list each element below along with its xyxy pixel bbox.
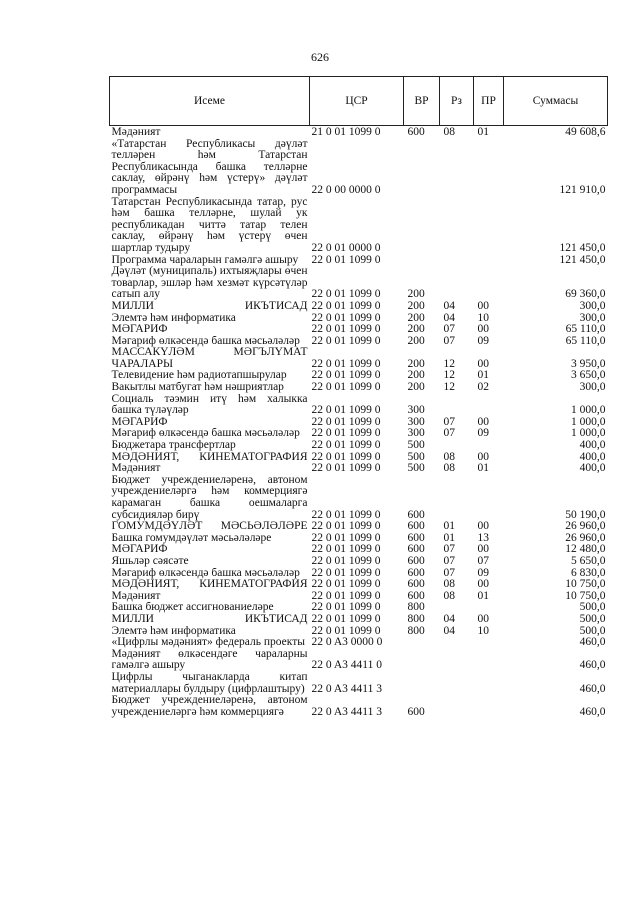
- row-name: Мәгариф өлкәсендә башка мәсьәләләр: [111, 335, 300, 347]
- table-row: [110, 637, 608, 649]
- row-rz: [440, 602, 474, 614]
- row-pr: 09: [477, 567, 489, 579]
- row-sum: 26 960,0: [565, 532, 606, 544]
- row-name: Бюджет учреждениеләренә, автоном учреждениеләргә һәм коммерциягә: [111, 695, 308, 718]
- row-sum: 10 750,0: [565, 579, 606, 591]
- row-csr: 22 0 01 1099 0: [311, 544, 381, 556]
- row-pr: 00: [477, 300, 489, 312]
- row-pr: 02: [477, 382, 489, 394]
- row-sum: 3 650,0: [571, 370, 606, 382]
- row-name: МӘГАРИФ: [111, 416, 168, 428]
- row-vr: 200: [407, 382, 425, 394]
- table-row: [110, 521, 608, 533]
- row-vr: 600: [407, 590, 425, 602]
- row-sum: 6 830,0: [571, 567, 606, 579]
- row-sum: 65 110,0: [565, 335, 606, 347]
- page-number: 626: [311, 50, 329, 64]
- row-csr: 22 0 01 1099 0: [311, 300, 381, 312]
- header-sum: Суммасы: [504, 77, 608, 126]
- row-pr: 09: [477, 428, 489, 440]
- row-rz: [440, 139, 474, 197]
- row-vr: 200: [407, 335, 425, 347]
- row-sum: 1 000,0: [571, 416, 606, 428]
- row-rz: 08: [443, 579, 455, 591]
- row-pr: [474, 139, 504, 197]
- row-sum: 460,0: [579, 705, 606, 718]
- row-sum: 49 608,6: [565, 126, 606, 138]
- row-sum: 1 000,0: [571, 428, 606, 440]
- row-csr: 22 0 00 0000 0: [311, 183, 381, 196]
- row-name: Мәгариф өлкәсендә башка мәсьәләләр: [111, 567, 300, 579]
- row-rz: 04: [443, 312, 455, 324]
- row-pr: 13: [477, 532, 489, 544]
- row-sum: 300,0: [579, 382, 606, 394]
- row-csr: 22 0 01 1099 0: [311, 567, 381, 579]
- row-pr: 00: [477, 521, 489, 533]
- row-vr: 200: [407, 370, 425, 382]
- row-sum: 400,0: [579, 463, 606, 475]
- table-row: [110, 324, 608, 336]
- table-row: [110, 440, 608, 452]
- header-name: Исеме: [110, 77, 310, 126]
- row-vr: 600: [407, 544, 425, 556]
- row-name: МӘГАРИФ: [111, 324, 168, 336]
- row-name: Цифрлы чыганакларда китап материаллары булдыру (цифрлаштыру): [111, 671, 308, 695]
- row-pr: 10: [477, 625, 489, 637]
- table-row: [110, 672, 608, 695]
- row-pr: [474, 197, 504, 255]
- row-rz: 12: [443, 370, 455, 382]
- row-csr: 22 0 01 1099 0: [311, 451, 381, 463]
- row-name: Мәдәният: [111, 463, 161, 475]
- row-csr: 22 0 01 1099 0: [311, 625, 381, 637]
- row-pr: [474, 440, 504, 452]
- row-vr: [404, 637, 440, 649]
- row-vr: 200: [407, 324, 425, 336]
- row-vr: 600: [407, 508, 425, 521]
- row-rz: [440, 266, 474, 301]
- row-csr: 22 0 01 1099 0: [311, 555, 381, 567]
- row-rz: 07: [443, 555, 455, 567]
- row-rz: 08: [443, 590, 455, 602]
- row-rz: 08: [443, 451, 455, 463]
- table-row: [110, 649, 608, 672]
- row-vr: 500: [407, 440, 425, 452]
- row-vr: 600: [407, 532, 425, 544]
- row-sum: 1 000,0: [571, 404, 606, 417]
- row-rz: [440, 197, 474, 255]
- row-sum: 65 110,0: [565, 324, 606, 336]
- row-rz: [440, 394, 474, 417]
- row-csr: 22 0 01 1099 0: [311, 416, 381, 428]
- row-name: Элемтә һәм информатика: [111, 625, 236, 637]
- row-rz: 12: [443, 357, 455, 370]
- row-name: МИЛЛИ ИКЪТИСАД: [111, 613, 308, 625]
- budget-table: [109, 76, 608, 718]
- row-name: Дәүләт (муниципаль) ихтыяҗлары өчен товарлар, эшләр һәм хезмәт күрсәтүләр сатып алу: [111, 266, 308, 301]
- row-vr: 600: [407, 579, 425, 591]
- row-csr: 22 0 01 1099 0: [311, 288, 381, 301]
- row-name: ГОМУМДӘҮЛӘТ МӘСЬӘЛӘЛӘРЕ: [111, 521, 308, 533]
- row-csr: 22 0 01 1099 0: [311, 382, 381, 394]
- row-vr: 500: [407, 463, 425, 475]
- row-rz: [440, 255, 474, 267]
- row-rz: 04: [443, 613, 455, 625]
- row-csr: 22 0 01 1099 0: [311, 508, 381, 521]
- row-csr: 22 0 01 1099 0: [311, 254, 381, 266]
- row-vr: [404, 255, 440, 267]
- row-pr: 00: [477, 579, 489, 591]
- row-sum: 500,0: [579, 613, 606, 625]
- row-pr: [474, 255, 504, 267]
- row-sum: 460,0: [579, 637, 606, 649]
- row-csr: 22 0 01 1099 0: [311, 590, 381, 602]
- row-vr: 200: [407, 312, 425, 324]
- header-vr: ВР: [404, 77, 440, 126]
- table-row: [110, 417, 608, 429]
- row-sum: 69 360,0: [565, 288, 606, 301]
- row-rz: 08: [443, 126, 455, 138]
- row-sum: 460,0: [579, 682, 606, 695]
- row-vr: [404, 649, 440, 672]
- row-name: МИЛЛИ ИКЪТИСАД: [111, 300, 308, 312]
- row-sum: 300,0: [579, 300, 606, 312]
- row-sum: 10 750,0: [565, 590, 606, 602]
- row-name: Бюджетара трансфертлар: [111, 440, 236, 452]
- table-row: [110, 591, 608, 603]
- table-row: [110, 126, 608, 139]
- row-pr: [474, 672, 504, 695]
- row-name: Татарстан Республикасында татар, рус һәм башка телләрне, шулай ук республикадан читтә татар телен саклау, өйрәнү һәм үстерү өчен шартлар тудыру: [111, 196, 308, 254]
- table-row: [110, 475, 608, 521]
- row-rz: 12: [443, 382, 455, 394]
- row-rz: [440, 672, 474, 695]
- row-csr: 22 0 01 1099 0: [311, 602, 381, 614]
- row-csr: 21 0 01 1099 0: [311, 126, 381, 138]
- table-row: [110, 336, 608, 348]
- row-rz: 01: [443, 521, 455, 533]
- row-sum: 50 190,0: [565, 508, 606, 521]
- table-row: [110, 266, 608, 301]
- row-name: Вакытлы матбугат һәм нәшриятлар: [111, 382, 284, 394]
- row-csr: 22 0 01 1099 0: [311, 532, 381, 544]
- row-rz: [440, 649, 474, 672]
- row-sum: 460,0: [579, 659, 606, 672]
- row-pr: 01: [477, 126, 489, 138]
- row-csr: 22 0 01 1099 0: [311, 463, 381, 475]
- table-row: [110, 556, 608, 568]
- row-csr: 22 0 01 1099 0: [311, 324, 381, 336]
- row-rz: 08: [443, 463, 455, 475]
- table-row: [110, 568, 608, 580]
- row-vr: 600: [407, 555, 425, 567]
- row-pr: [474, 266, 504, 301]
- row-name: Яшьләр сәясәте: [111, 555, 189, 567]
- row-name: МӘГАРИФ: [111, 544, 168, 556]
- row-rz: [440, 637, 474, 649]
- row-pr: [474, 695, 504, 718]
- table-header: [110, 77, 608, 126]
- row-name: Мәдәният: [111, 126, 161, 138]
- row-vr: [404, 197, 440, 255]
- row-sum: 5 650,0: [571, 555, 606, 567]
- table-row: [110, 602, 608, 614]
- row-csr: 22 0 A3 0000 0: [311, 637, 383, 649]
- row-rz: 04: [443, 625, 455, 637]
- row-name: МӘДӘНИЯТ, КИНЕМАТОГРАФИЯ: [111, 451, 308, 463]
- row-name: «Татарстан Республикасы дәүләт телләрен һәм Татарстан Республикасында башка телләрне саклау, өйрәнү һәм үстерү» дәүләт программасы: [111, 138, 308, 196]
- header-pr: ПР: [474, 77, 504, 126]
- row-rz: 01: [443, 532, 455, 544]
- row-vr: 500: [407, 451, 425, 463]
- row-rz: 07: [443, 324, 455, 336]
- table-row: [110, 544, 608, 556]
- row-pr: 00: [477, 416, 489, 428]
- row-rz: 07: [443, 544, 455, 556]
- row-vr: 300: [407, 428, 425, 440]
- row-rz: [440, 475, 474, 521]
- row-sum: 26 960,0: [565, 521, 606, 533]
- row-csr: 22 0 01 1099 0: [311, 428, 381, 440]
- table-row: [110, 463, 608, 475]
- row-vr: 800: [407, 625, 425, 637]
- row-vr: 600: [407, 126, 425, 138]
- row-csr: 22 0 01 1099 0: [311, 521, 381, 533]
- row-vr: 200: [407, 357, 425, 370]
- table-row: [110, 197, 608, 255]
- row-pr: 07: [477, 555, 489, 567]
- row-name: Бюджет учреждениеләренә, автоном учреждениеләргә һәм коммерциягә карамаган башка оешмаларга субсидияләр бирү: [111, 474, 308, 521]
- row-rz: 07: [443, 335, 455, 347]
- row-pr: 10: [477, 312, 489, 324]
- table-row: [110, 301, 608, 313]
- row-name: МАССАКҮЛӘМ МӘГЪЛҮМАТ ЧАРАЛАРЫ: [111, 347, 308, 370]
- row-vr: [404, 139, 440, 197]
- row-vr: 800: [407, 602, 425, 614]
- row-pr: [474, 602, 504, 614]
- row-name: Мәгариф өлкәсендә башка мәсьәләләр: [111, 428, 300, 440]
- row-sum: 400,0: [579, 440, 606, 452]
- row-name: Программа чараларын гамәлгә ашыру: [111, 254, 299, 266]
- row-pr: [474, 649, 504, 672]
- row-csr: 22 0 01 1099 0: [311, 613, 381, 625]
- row-sum: 121 450,0: [559, 254, 606, 266]
- table-row: [110, 139, 608, 197]
- row-vr: 800: [407, 613, 425, 625]
- header-csr: ЦСР: [310, 77, 404, 126]
- row-pr: 01: [477, 590, 489, 602]
- row-csr: 22 0 01 1099 0: [311, 579, 381, 591]
- row-vr: 600: [407, 521, 425, 533]
- row-rz: [440, 440, 474, 452]
- row-rz: 07: [443, 416, 455, 428]
- row-vr: 200: [407, 300, 425, 312]
- row-sum: 300,0: [579, 312, 606, 324]
- row-sum: 400,0: [579, 451, 606, 463]
- row-vr: [404, 672, 440, 695]
- row-csr: 22 0 01 1099 0: [311, 312, 381, 324]
- row-rz: 07: [443, 428, 455, 440]
- table-row: [110, 382, 608, 394]
- table-row: [110, 614, 608, 626]
- row-rz: 07: [443, 567, 455, 579]
- row-name: «Цифрлы мәдәният» федераль проекты: [111, 637, 305, 649]
- table-row: [110, 695, 608, 718]
- budget-document: [109, 76, 607, 718]
- table-row: [110, 452, 608, 464]
- table-row: [110, 533, 608, 545]
- row-csr: 22 0 01 0000 0: [311, 241, 381, 254]
- row-pr: 01: [477, 463, 489, 475]
- row-csr: 22 0 01 1099 0: [311, 404, 381, 417]
- row-vr: 600: [407, 567, 425, 579]
- row-csr: 22 0 01 1099 0: [311, 440, 381, 452]
- row-name: Телевидение һәм радиотапшырулар: [111, 370, 287, 382]
- row-rz: 04: [443, 300, 455, 312]
- header-rz: Рз: [440, 77, 474, 126]
- row-pr: 00: [477, 613, 489, 625]
- row-pr: [474, 394, 504, 417]
- row-pr: 00: [477, 324, 489, 336]
- row-csr: 22 0 01 1099 0: [311, 335, 381, 347]
- row-pr: 00: [477, 544, 489, 556]
- table-row: [110, 428, 608, 440]
- row-sum: 3 950,0: [571, 357, 606, 370]
- row-sum: 500,0: [579, 602, 606, 614]
- table-row: [110, 255, 608, 267]
- row-pr: [474, 637, 504, 649]
- table-row: [110, 313, 608, 325]
- row-pr: 01: [477, 370, 489, 382]
- row-name: Социаль тәэмин итү һәм халыкка башка түләүләр: [111, 393, 308, 417]
- table-body: [110, 126, 608, 719]
- row-pr: 09: [477, 335, 489, 347]
- row-sum: 121 910,0: [559, 183, 606, 196]
- row-vr: 300: [407, 416, 425, 428]
- row-rz: [440, 695, 474, 718]
- row-csr: 22 0 A3 4411 3: [311, 682, 382, 695]
- table-row: [110, 347, 608, 370]
- row-csr: 22 0 01 1099 0: [311, 357, 381, 370]
- table-row: [110, 579, 608, 591]
- row-name: Элемтә һәм информатика: [111, 312, 236, 324]
- row-csr: 22 0 A3 4411 0: [311, 659, 382, 672]
- row-pr: 00: [477, 357, 489, 370]
- row-csr: 22 0 01 1099 0: [311, 370, 381, 382]
- row-name: Башка гомумдәүләт мәсьәләләре: [111, 532, 272, 544]
- row-pr: 00: [477, 451, 489, 463]
- row-name: МӘДӘНИЯТ, КИНЕМАТОГРАФИЯ: [111, 579, 308, 591]
- row-pr: [474, 475, 504, 521]
- row-name: Мәдәният өлкәсендәге чараларны гамәлгә ашыру: [111, 648, 308, 672]
- row-sum: 500,0: [579, 625, 606, 637]
- table-row: [110, 370, 608, 382]
- row-csr: 22 0 A3 4411 3: [311, 705, 382, 718]
- row-vr: 200: [407, 288, 425, 301]
- row-vr: 600: [407, 705, 425, 718]
- row-sum: 12 480,0: [565, 544, 606, 556]
- row-name: Мәдәният: [111, 590, 161, 602]
- row-name: Башка бюджет ассигнованиеләре: [111, 602, 274, 614]
- table-row: [110, 626, 608, 638]
- row-vr: 300: [407, 404, 425, 417]
- row-sum: 121 450,0: [559, 241, 606, 254]
- table-row: [110, 394, 608, 417]
